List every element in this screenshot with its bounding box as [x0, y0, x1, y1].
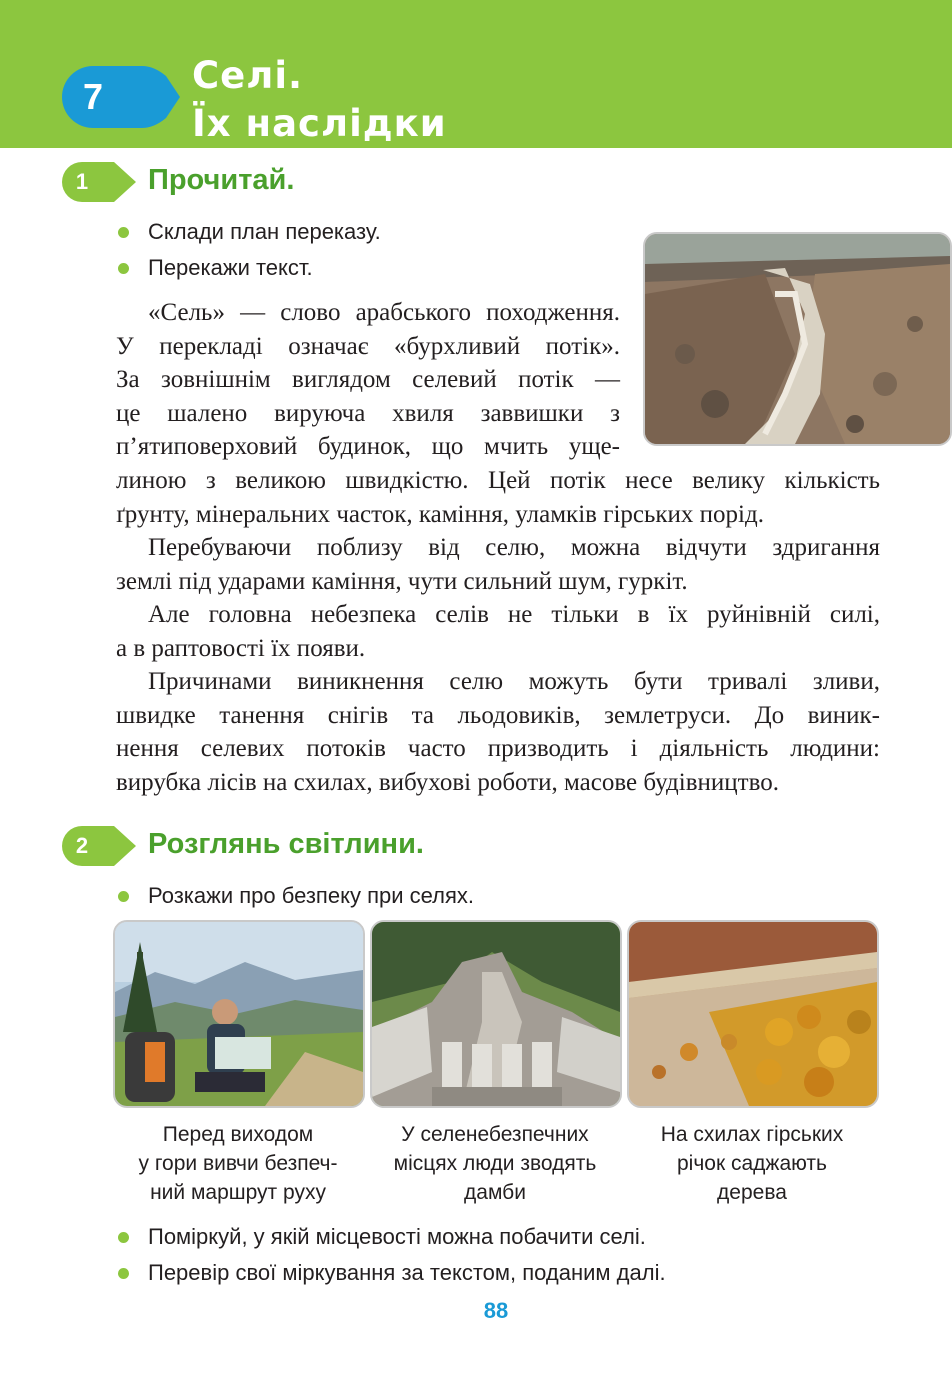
dam-photo: [370, 920, 622, 1108]
paragraph-1-line-5: п’ятиповерховий будинок, що мчить уще-: [116, 433, 620, 460]
lesson-title: [192, 52, 447, 148]
lesson-number: 7: [82, 76, 104, 117]
paragraph-1-wrapped: [116, 296, 620, 464]
paragraph-1-line-7: ґрунту, мінеральних часток, каміння, уламків гірських порід.: [116, 500, 764, 528]
task-2-bullet-think: Поміркуй, у якій місцевості можна побачити селі.: [118, 1222, 646, 1252]
paragraph-4-line-1: Причинами виникнення селю можуть бути тривалі зливи,: [148, 668, 880, 695]
paragraph-4-line-4: вирубка лісів на схилах, вибухові роботи, масове будівництво.: [116, 768, 779, 796]
paragraph-1-line-2: У перекладі означає «бурхливий потік».: [116, 332, 620, 360]
paragraph-2-line-2: землі під ударами каміння, чути сильний шум, гуркіт.: [116, 567, 688, 595]
trees-photo: [627, 920, 879, 1108]
task-1-bullet-2: Перекажи текст.: [118, 253, 313, 283]
paragraph-4-line-2: швидке танення снігів та льодовиків, землетруси. До виник-: [116, 701, 880, 729]
mudflow-photo: [643, 232, 952, 446]
paragraph-4: [116, 665, 880, 799]
task-1-bullet-1: Склади план переказу.: [118, 217, 381, 247]
caption-trees: На схилах гірських річок саджають дерева: [660, 1123, 844, 1204]
lesson-title-line-1: Селі.: [192, 54, 304, 97]
paragraph-4-line-3: нення селевих потоків часто призводить і діяльність людини:: [116, 735, 880, 762]
paragraph-1-line-1: «Сель» — слово арабського походження.: [148, 299, 620, 326]
page-number: 88: [483, 1298, 509, 1323]
paragraph-3-line-1: Але головна небезпека селів не тільки в їх руйнівній силі,: [148, 601, 880, 628]
paragraph-1-line-6: линою з великою швидкістю. Цей потік несе велику кількість: [116, 467, 880, 494]
lesson-title-line-2: Їх наслідки: [192, 102, 447, 145]
paragraph-2: [116, 531, 880, 598]
task-2-title: Розглянь світлини.: [148, 828, 424, 860]
paragraph-3: [116, 598, 880, 665]
hiker-photo: [113, 920, 365, 1108]
task-1-number: 1: [75, 169, 89, 194]
paragraph-3-line-2: а в раптовості їх появи.: [116, 634, 366, 662]
task-2-bullet-intro: Розкажи про безпеку при селях.: [118, 881, 474, 911]
task-1-title: Прочитай.: [148, 164, 295, 196]
caption-dam: У селенебезпечних місцях люди зводять дамби: [393, 1123, 597, 1204]
caption-hiker: Перед виходом у гори вивчи безпеч- ний маршрут руху: [138, 1123, 338, 1204]
task-2-bullet-check: Перевір свої міркування за текстом, поданим далі.: [118, 1258, 666, 1288]
paragraph-1-full: [116, 464, 880, 531]
paragraph-2-line-1: Перебуваючи поблизу від селю, можна відчути здригання: [148, 534, 880, 561]
paragraph-1-line-4: це шалено вируюча хвиля заввишки з: [116, 399, 620, 427]
task-2-number: 2: [75, 833, 89, 858]
paragraph-1-line-3: За зовнішнім виглядом селевий потік —: [116, 366, 620, 393]
